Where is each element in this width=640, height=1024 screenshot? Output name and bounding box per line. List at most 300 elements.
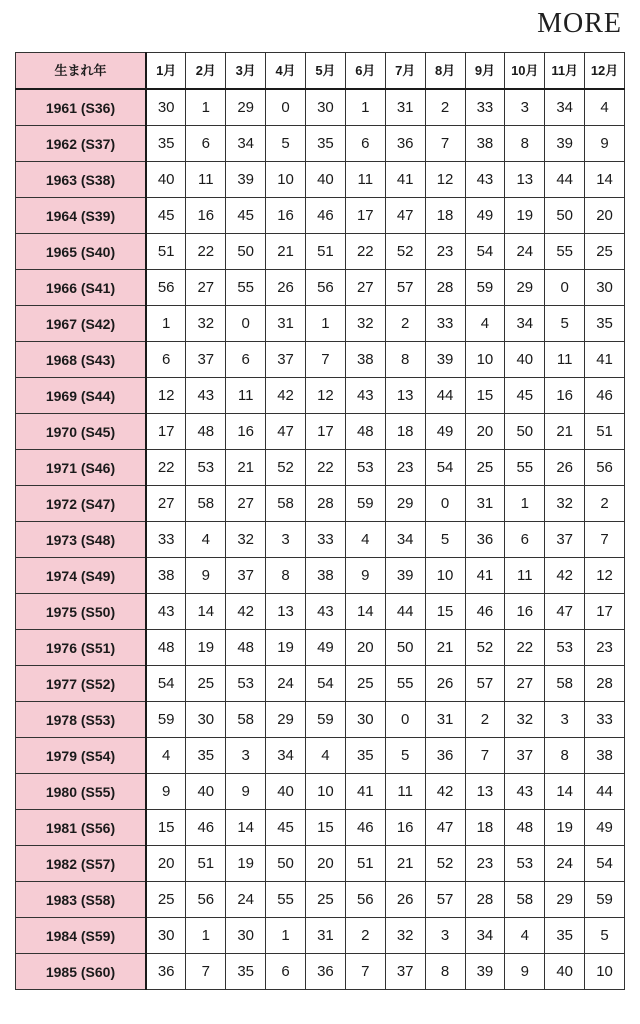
- table-row: [16, 666, 625, 702]
- value-cell: 10: [306, 774, 346, 810]
- birth-year-cell: 1965 (S40): [16, 234, 147, 270]
- value-cell: 10: [425, 558, 465, 594]
- table-row: [16, 630, 625, 666]
- value-cell: 32: [545, 486, 585, 522]
- value-cell: 38: [146, 558, 186, 594]
- lookup-table: [15, 52, 625, 990]
- birth-year-cell: 1961 (S36): [16, 89, 147, 126]
- value-cell: 48: [345, 414, 385, 450]
- value-cell: 29: [545, 882, 585, 918]
- table-row: [16, 306, 625, 342]
- value-cell: 53: [226, 666, 266, 702]
- value-cell: 57: [425, 882, 465, 918]
- value-cell: 54: [146, 666, 186, 702]
- table-row: [16, 738, 625, 774]
- value-cell: 7: [425, 126, 465, 162]
- value-cell: 55: [266, 882, 306, 918]
- value-cell: 43: [345, 378, 385, 414]
- value-cell: 41: [465, 558, 505, 594]
- value-cell: 35: [146, 126, 186, 162]
- value-cell: 4: [465, 306, 505, 342]
- value-cell: 36: [425, 738, 465, 774]
- value-cell: 16: [226, 414, 266, 450]
- value-cell: 53: [345, 450, 385, 486]
- value-cell: 1: [505, 486, 545, 522]
- value-cell: 39: [226, 162, 266, 198]
- value-cell: 14: [545, 774, 585, 810]
- month-header: 7月: [385, 53, 425, 90]
- birth-year-cell: 1984 (S59): [16, 918, 147, 954]
- table-body: [16, 89, 625, 990]
- value-cell: 30: [226, 918, 266, 954]
- month-header: 8月: [425, 53, 465, 90]
- value-cell: 54: [465, 234, 505, 270]
- value-cell: 48: [505, 810, 545, 846]
- value-cell: 22: [186, 234, 226, 270]
- value-cell: 9: [226, 774, 266, 810]
- value-cell: 55: [545, 234, 585, 270]
- value-cell: 17: [146, 414, 186, 450]
- value-cell: 53: [545, 630, 585, 666]
- value-cell: 22: [146, 450, 186, 486]
- table-row: [16, 342, 625, 378]
- table-row: [16, 954, 625, 990]
- value-cell: 59: [345, 486, 385, 522]
- value-cell: 44: [385, 594, 425, 630]
- value-cell: 5: [385, 738, 425, 774]
- value-cell: 3: [226, 738, 266, 774]
- value-cell: 37: [226, 558, 266, 594]
- birth-year-cell: 1963 (S38): [16, 162, 147, 198]
- value-cell: 13: [266, 594, 306, 630]
- value-cell: 17: [306, 414, 346, 450]
- value-cell: 19: [505, 198, 545, 234]
- month-header: 2月: [186, 53, 226, 90]
- value-cell: 22: [306, 450, 346, 486]
- value-cell: 2: [345, 918, 385, 954]
- month-header: 9月: [465, 53, 505, 90]
- birth-year-cell: 1969 (S44): [16, 378, 147, 414]
- value-cell: 38: [306, 558, 346, 594]
- value-cell: 13: [385, 378, 425, 414]
- value-cell: 17: [345, 198, 385, 234]
- value-cell: 4: [146, 738, 186, 774]
- value-cell: 0: [385, 702, 425, 738]
- value-cell: 8: [505, 126, 545, 162]
- value-cell: 46: [306, 198, 346, 234]
- value-cell: 6: [345, 126, 385, 162]
- birth-year-cell: 1962 (S37): [16, 126, 147, 162]
- value-cell: 34: [505, 306, 545, 342]
- value-cell: 45: [505, 378, 545, 414]
- value-cell: 21: [226, 450, 266, 486]
- table-row: [16, 486, 625, 522]
- value-cell: 6: [266, 954, 306, 990]
- value-cell: 52: [465, 630, 505, 666]
- value-cell: 59: [306, 702, 346, 738]
- value-cell: 39: [545, 126, 585, 162]
- value-cell: 4: [306, 738, 346, 774]
- value-cell: 10: [585, 954, 625, 990]
- value-cell: 13: [465, 774, 505, 810]
- value-cell: 34: [226, 126, 266, 162]
- value-cell: 58: [226, 702, 266, 738]
- value-cell: 28: [306, 486, 346, 522]
- value-cell: 31: [465, 486, 505, 522]
- value-cell: 15: [146, 810, 186, 846]
- value-cell: 27: [226, 486, 266, 522]
- value-cell: 3: [425, 918, 465, 954]
- value-cell: 9: [146, 774, 186, 810]
- value-cell: 37: [385, 954, 425, 990]
- month-header: 5月: [306, 53, 346, 90]
- value-cell: 27: [345, 270, 385, 306]
- table-row: [16, 918, 625, 954]
- table-row: [16, 450, 625, 486]
- value-cell: 42: [226, 594, 266, 630]
- value-cell: 50: [545, 198, 585, 234]
- value-cell: 25: [585, 234, 625, 270]
- value-cell: 25: [345, 666, 385, 702]
- table-row: [16, 414, 625, 450]
- value-cell: 32: [385, 918, 425, 954]
- value-cell: 30: [186, 702, 226, 738]
- value-cell: 41: [585, 342, 625, 378]
- value-cell: 12: [306, 378, 346, 414]
- value-cell: 19: [266, 630, 306, 666]
- value-cell: 31: [306, 918, 346, 954]
- value-cell: 24: [226, 882, 266, 918]
- value-cell: 25: [465, 450, 505, 486]
- value-cell: 46: [465, 594, 505, 630]
- birth-year-cell: 1971 (S46): [16, 450, 147, 486]
- value-cell: 1: [186, 89, 226, 126]
- value-cell: 49: [425, 414, 465, 450]
- value-cell: 53: [505, 846, 545, 882]
- value-cell: 51: [146, 234, 186, 270]
- value-cell: 28: [585, 666, 625, 702]
- value-cell: 4: [186, 522, 226, 558]
- value-cell: 8: [385, 342, 425, 378]
- value-cell: 6: [505, 522, 545, 558]
- value-cell: 41: [385, 162, 425, 198]
- birth-year-cell: 1968 (S43): [16, 342, 147, 378]
- value-cell: 26: [266, 270, 306, 306]
- value-cell: 24: [266, 666, 306, 702]
- value-cell: 36: [306, 954, 346, 990]
- value-cell: 25: [186, 666, 226, 702]
- table-row: [16, 846, 625, 882]
- birth-year-cell: 1978 (S53): [16, 702, 147, 738]
- value-cell: 11: [186, 162, 226, 198]
- value-cell: 56: [306, 270, 346, 306]
- value-cell: 4: [345, 522, 385, 558]
- value-cell: 39: [425, 342, 465, 378]
- value-cell: 4: [585, 89, 625, 126]
- value-cell: 45: [146, 198, 186, 234]
- value-cell: 45: [266, 810, 306, 846]
- value-cell: 52: [385, 234, 425, 270]
- value-cell: 42: [545, 558, 585, 594]
- value-cell: 19: [545, 810, 585, 846]
- value-cell: 54: [425, 450, 465, 486]
- header-row: [16, 53, 625, 90]
- birth-year-cell: 1966 (S41): [16, 270, 147, 306]
- birth-year-cell: 1983 (S58): [16, 882, 147, 918]
- value-cell: 1: [146, 306, 186, 342]
- value-cell: 18: [425, 198, 465, 234]
- value-cell: 50: [385, 630, 425, 666]
- value-cell: 59: [585, 882, 625, 918]
- value-cell: 33: [425, 306, 465, 342]
- value-cell: 0: [425, 486, 465, 522]
- value-cell: 47: [266, 414, 306, 450]
- value-cell: 8: [545, 738, 585, 774]
- value-cell: 59: [465, 270, 505, 306]
- value-cell: 30: [306, 89, 346, 126]
- value-cell: 1: [306, 306, 346, 342]
- value-cell: 16: [186, 198, 226, 234]
- value-cell: 44: [545, 162, 585, 198]
- value-cell: 51: [585, 414, 625, 450]
- value-cell: 5: [266, 126, 306, 162]
- value-cell: 56: [585, 450, 625, 486]
- value-cell: 48: [186, 414, 226, 450]
- value-cell: 10: [465, 342, 505, 378]
- table-row: [16, 594, 625, 630]
- value-cell: 30: [585, 270, 625, 306]
- value-cell: 29: [226, 89, 266, 126]
- value-cell: 6: [226, 342, 266, 378]
- birth-year-cell: 1964 (S39): [16, 198, 147, 234]
- value-cell: 7: [186, 954, 226, 990]
- value-cell: 1: [345, 89, 385, 126]
- value-cell: 2: [385, 306, 425, 342]
- value-cell: 15: [465, 378, 505, 414]
- value-cell: 20: [345, 630, 385, 666]
- value-cell: 55: [505, 450, 545, 486]
- value-cell: 47: [385, 198, 425, 234]
- value-cell: 29: [385, 486, 425, 522]
- value-cell: 9: [186, 558, 226, 594]
- value-cell: 5: [545, 306, 585, 342]
- value-cell: 53: [186, 450, 226, 486]
- value-cell: 2: [585, 486, 625, 522]
- value-cell: 5: [585, 918, 625, 954]
- value-cell: 5: [425, 522, 465, 558]
- birth-year-cell: 1980 (S55): [16, 774, 147, 810]
- value-cell: 41: [345, 774, 385, 810]
- value-cell: 52: [425, 846, 465, 882]
- value-cell: 26: [385, 882, 425, 918]
- value-cell: 30: [345, 702, 385, 738]
- value-cell: 44: [585, 774, 625, 810]
- value-cell: 37: [505, 738, 545, 774]
- value-cell: 34: [465, 918, 505, 954]
- value-cell: 50: [505, 414, 545, 450]
- value-cell: 21: [385, 846, 425, 882]
- value-cell: 43: [186, 378, 226, 414]
- value-cell: 23: [425, 234, 465, 270]
- value-cell: 37: [545, 522, 585, 558]
- value-cell: 32: [345, 306, 385, 342]
- value-cell: 38: [345, 342, 385, 378]
- value-cell: 16: [266, 198, 306, 234]
- value-cell: 11: [226, 378, 266, 414]
- month-header: 3月: [226, 53, 266, 90]
- value-cell: 3: [545, 702, 585, 738]
- value-cell: 51: [306, 234, 346, 270]
- value-cell: 23: [465, 846, 505, 882]
- value-cell: 52: [266, 450, 306, 486]
- value-cell: 55: [385, 666, 425, 702]
- table-row: [16, 270, 625, 306]
- value-cell: 20: [306, 846, 346, 882]
- value-cell: 7: [306, 342, 346, 378]
- value-cell: 20: [146, 846, 186, 882]
- birth-year-cell: 1976 (S51): [16, 630, 147, 666]
- value-cell: 7: [345, 954, 385, 990]
- value-cell: 36: [465, 522, 505, 558]
- value-cell: 37: [266, 342, 306, 378]
- value-cell: 3: [266, 522, 306, 558]
- value-cell: 59: [146, 702, 186, 738]
- value-cell: 1: [186, 918, 226, 954]
- month-header: 1月: [146, 53, 186, 90]
- value-cell: 40: [545, 954, 585, 990]
- value-cell: 33: [306, 522, 346, 558]
- value-cell: 17: [585, 594, 625, 630]
- value-cell: 40: [306, 162, 346, 198]
- value-cell: 34: [266, 738, 306, 774]
- table-row: [16, 162, 625, 198]
- value-cell: 51: [186, 846, 226, 882]
- table-row: [16, 89, 625, 126]
- value-cell: 12: [146, 378, 186, 414]
- value-cell: 47: [425, 810, 465, 846]
- table-row: [16, 810, 625, 846]
- month-header: 4月: [266, 53, 306, 90]
- value-cell: 16: [505, 594, 545, 630]
- value-cell: 54: [585, 846, 625, 882]
- value-cell: 14: [345, 594, 385, 630]
- value-cell: 0: [545, 270, 585, 306]
- value-cell: 40: [186, 774, 226, 810]
- value-cell: 38: [585, 738, 625, 774]
- value-cell: 43: [505, 774, 545, 810]
- value-cell: 39: [385, 558, 425, 594]
- value-cell: 11: [345, 162, 385, 198]
- value-cell: 42: [425, 774, 465, 810]
- value-cell: 57: [385, 270, 425, 306]
- value-cell: 48: [226, 630, 266, 666]
- value-cell: 24: [505, 234, 545, 270]
- value-cell: 39: [465, 954, 505, 990]
- value-cell: 15: [425, 594, 465, 630]
- value-cell: 22: [345, 234, 385, 270]
- value-cell: 46: [345, 810, 385, 846]
- value-cell: 55: [226, 270, 266, 306]
- value-cell: 22: [505, 630, 545, 666]
- birth-year-cell: 1981 (S56): [16, 810, 147, 846]
- value-cell: 40: [146, 162, 186, 198]
- value-cell: 57: [465, 666, 505, 702]
- value-cell: 38: [465, 126, 505, 162]
- value-cell: 34: [545, 89, 585, 126]
- brand-logo: MORE: [537, 8, 622, 39]
- birth-year-cell: 1982 (S57): [16, 846, 147, 882]
- value-cell: 23: [585, 630, 625, 666]
- birth-year-cell: 1967 (S42): [16, 306, 147, 342]
- value-cell: 43: [465, 162, 505, 198]
- month-header: 6月: [345, 53, 385, 90]
- value-cell: 44: [425, 378, 465, 414]
- value-cell: 2: [425, 89, 465, 126]
- value-cell: 58: [505, 882, 545, 918]
- value-cell: 35: [585, 306, 625, 342]
- value-cell: 24: [545, 846, 585, 882]
- value-cell: 26: [545, 450, 585, 486]
- value-cell: 15: [306, 810, 346, 846]
- value-cell: 30: [146, 89, 186, 126]
- month-header: 11月: [545, 53, 585, 90]
- value-cell: 7: [585, 522, 625, 558]
- value-cell: 0: [266, 89, 306, 126]
- value-cell: 11: [505, 558, 545, 594]
- value-cell: 25: [306, 882, 346, 918]
- table-row: [16, 774, 625, 810]
- value-cell: 8: [266, 558, 306, 594]
- value-cell: 12: [425, 162, 465, 198]
- value-cell: 47: [545, 594, 585, 630]
- table-row: [16, 522, 625, 558]
- value-cell: 31: [266, 306, 306, 342]
- month-header: 10月: [505, 53, 545, 90]
- birth-year-cell: 1974 (S49): [16, 558, 147, 594]
- table-container: [15, 52, 625, 990]
- value-cell: 9: [585, 126, 625, 162]
- value-cell: 7: [465, 738, 505, 774]
- table-row: [16, 702, 625, 738]
- value-cell: 42: [266, 378, 306, 414]
- value-cell: 12: [585, 558, 625, 594]
- value-cell: 49: [465, 198, 505, 234]
- value-cell: 10: [266, 162, 306, 198]
- value-cell: 37: [186, 342, 226, 378]
- value-cell: 49: [585, 810, 625, 846]
- value-cell: 14: [186, 594, 226, 630]
- value-cell: 9: [505, 954, 545, 990]
- value-cell: 19: [186, 630, 226, 666]
- table-header: [16, 53, 625, 90]
- value-cell: 35: [545, 918, 585, 954]
- value-cell: 43: [306, 594, 346, 630]
- value-cell: 56: [186, 882, 226, 918]
- value-cell: 50: [226, 234, 266, 270]
- table-row: [16, 558, 625, 594]
- value-cell: 35: [186, 738, 226, 774]
- value-cell: 4: [505, 918, 545, 954]
- value-cell: 14: [585, 162, 625, 198]
- value-cell: 3: [505, 89, 545, 126]
- value-cell: 23: [385, 450, 425, 486]
- value-cell: 54: [306, 666, 346, 702]
- value-cell: 46: [186, 810, 226, 846]
- value-cell: 35: [345, 738, 385, 774]
- value-cell: 32: [186, 306, 226, 342]
- value-cell: 31: [385, 89, 425, 126]
- birth-year-cell: 1972 (S47): [16, 486, 147, 522]
